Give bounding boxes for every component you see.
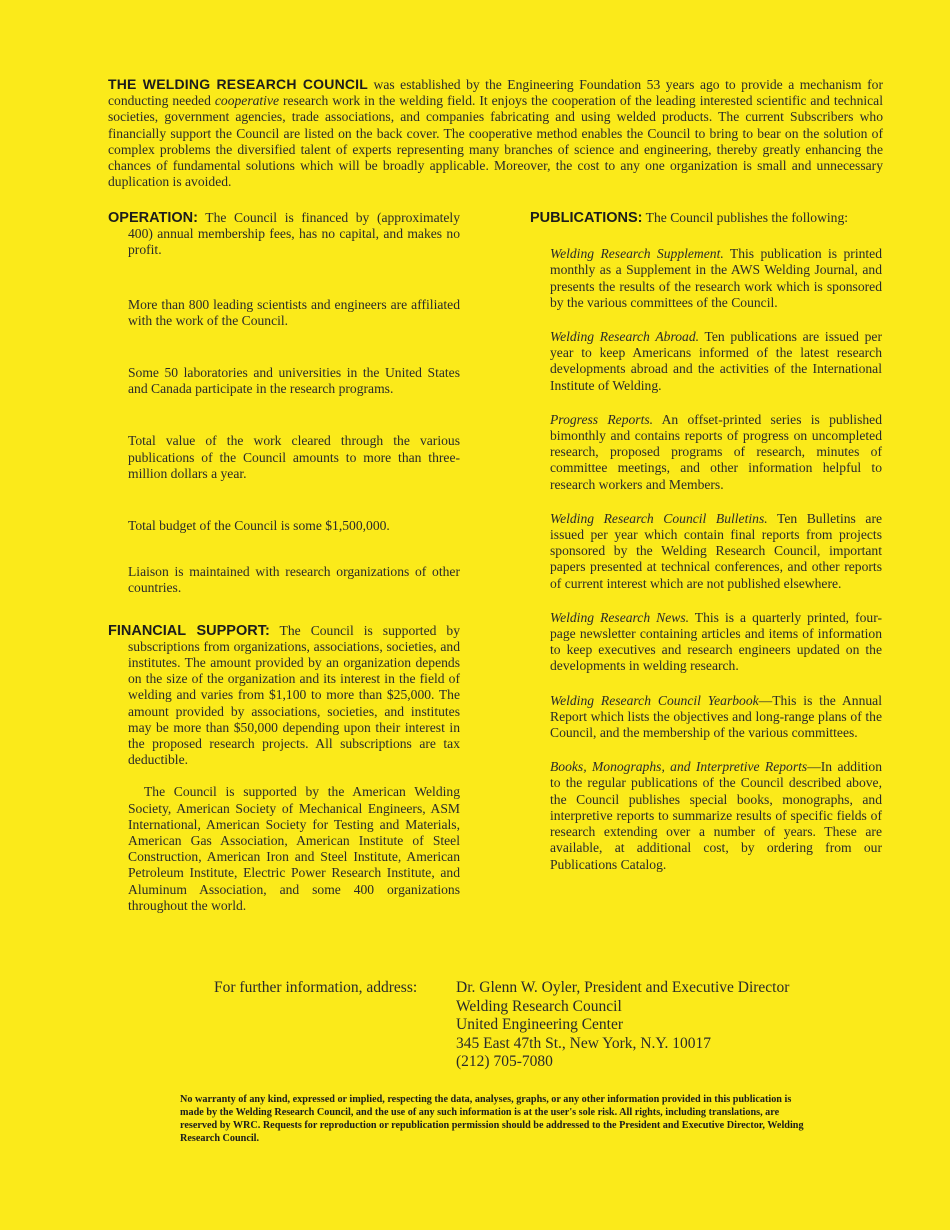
contact-line: 345 East 47th St., New York, N.Y. 10017 (456, 1034, 712, 1052)
publication-item (530, 693, 882, 742)
publication-title: Books, Monographs, and Interpretive Reports (550, 759, 808, 775)
intro-lead: THE WELDING RESEARCH COUNCIL (108, 76, 369, 92)
operation-paragraph-2: More than 800 leading scientists and engineers are affiliated with the work of the Council. (128, 296, 460, 328)
left-column (108, 210, 460, 914)
publication-item (530, 246, 882, 311)
right-column (530, 210, 882, 873)
publication-text: Ten Bulletins are issued per year which contain final reports from projects sponsored by the Welding Research Council, important papers presented at technical conferences, and other reports of current interest which are not published elsewhere. (550, 510, 882, 591)
publication-title: Welding Research News. (550, 609, 690, 625)
publication-item (530, 759, 882, 872)
intro-text-before: was established by the Engineering Foundation 53 years ago to provide a mechanism for conducting needed (108, 77, 883, 109)
publication-text: —This is the Annual Report which lists the objectives and long-range plans of the Council, and the membership of the various committees. (550, 692, 882, 741)
publication-text: This is a quarterly printed, four-page newsletter containing articles and items of information to keep executives and research engineers updated on the developments in welding research. (550, 609, 882, 674)
operation-paragraph-6: Liaison is maintained with research organizations of other countries. (128, 564, 460, 596)
publication-title: Progress Reports. (550, 411, 654, 427)
publication-title: Welding Research Council Bulletins. (550, 510, 768, 526)
publication-text: An offset-printed series is published bimonthly and contains reports of progress on uncompleted research, proposed programs of research, minutes of committee meetings, and other information helpful to research workers and Members. (550, 411, 882, 492)
operation-text-1: The Council is financed by (approximately 400) annual membership fees, has no capital, and makes no profit. (128, 210, 460, 258)
contact-line: Welding Research Council (456, 997, 622, 1015)
publications-intro-text: The Council publishes the following: (642, 210, 849, 225)
publication-item (530, 610, 882, 675)
publication-text: This publication is printed monthly as a Supplement in the AWS Welding Journal, and presents the results of the research work which is sponsored by the various committees of the Council. (550, 246, 882, 310)
publication-title: Welding Research Supplement. (550, 246, 724, 262)
intro-emphasis: cooperative (214, 93, 280, 109)
operation-paragraph-3: Some 50 laboratories and universities in the United States and Canada participate in the research programs. (128, 365, 460, 397)
publication-item (530, 511, 882, 592)
intro-text-after: research work in the welding field. It enjoys the cooperation of the leading interested scientific and technical societies, government agencies, trade associations, and companies fabricating and using welded products. The current Subscribers who financially support the Council are listed on the back cover. The cooperative method enables the Council to bring to bear on the solution of complex problems the diversified talent of experts representing many branches of science and engineering, thereby greatly enhancing the chances of fundamental solutions which will be broadly applicable. Moreover, the cost to any one organization is small and unnecessary duplication is avoided. (108, 93, 883, 190)
contact-label: For further information, address: (214, 979, 418, 996)
publication-title: Welding Research Abroad. (550, 329, 700, 345)
financial-paragraph-2: The Council is supported by the American Welding Society, American Society of Mechanical Engineers, ASM International, American Society for Testing and Materials, American Gas Association, American Institute of Steel Construction, American Iron and Steel Institute, American Petroleum Institute, Electric Power Research Institute, and Aluminum Association, and some 400 organizations throughout the world. (128, 784, 460, 913)
publication-item (530, 412, 882, 493)
publication-title: Welding Research Council Yearbook (550, 692, 759, 708)
financial-paragraph-1 (108, 623, 460, 769)
operation-paragraph-4: Total value of the work cleared through the various publications of the Council amounts to more than three-million dollars a year. (128, 433, 460, 481)
publication-text: —In addition to the regular publications of the Council described above, the Council publishes special books, monographs, and interpretive reports to summarize results of specific fields of research extending over a number of years. These are available, at additional cost, by ordering from our Publications Catalog. (550, 759, 882, 872)
financial-text-1: The Council is supported by subscriptions from organizations, associations, societies, and institutes. The amount provided by an organization depends on the size of the organization and its interest in the field of welding and varies from $1,100 to more than $25,000. The amount provided by associations, societies, and institutes may be more than $50,000 depending upon their interest in the proposed research projects. All subscriptions are tax deductible. (128, 622, 460, 768)
financial-heading: FINANCIAL SUPPORT: (108, 622, 270, 639)
publication-text: Ten publications are issued per year to keep Americans informed of the latest research developments abroad and the activities of the International Institute of Welding. (550, 329, 882, 393)
publications-intro (530, 210, 882, 226)
publications-heading: PUBLICATIONS: (530, 210, 643, 226)
publication-item (530, 329, 882, 394)
contact-address (456, 979, 789, 1072)
operation-heading: OPERATION: (108, 210, 198, 226)
contact-line: United Engineering Center (456, 1016, 624, 1033)
operation-paragraph-5: Total budget of the Council is some $1,500,000. (128, 518, 390, 534)
intro-paragraph (108, 76, 883, 190)
contact-line: Dr. Glenn W. Oyler, President and Executive Director (456, 979, 790, 996)
operation-paragraph-1 (108, 210, 460, 259)
disclaimer: No warranty of any kind, expressed or implied, respecting the data, analyses, graphs, or any other information provided in this publication is made by the Welding Research Council, and the use of any such information is at the user's sole risk. All rights, including translations, are reserved by WRC. Requests for reproduction or republication permission should be addressed to the President and Executive Director, Welding Research Council. (180, 1094, 804, 1144)
contact-phone: (212) 705-7080 (456, 1053, 553, 1070)
